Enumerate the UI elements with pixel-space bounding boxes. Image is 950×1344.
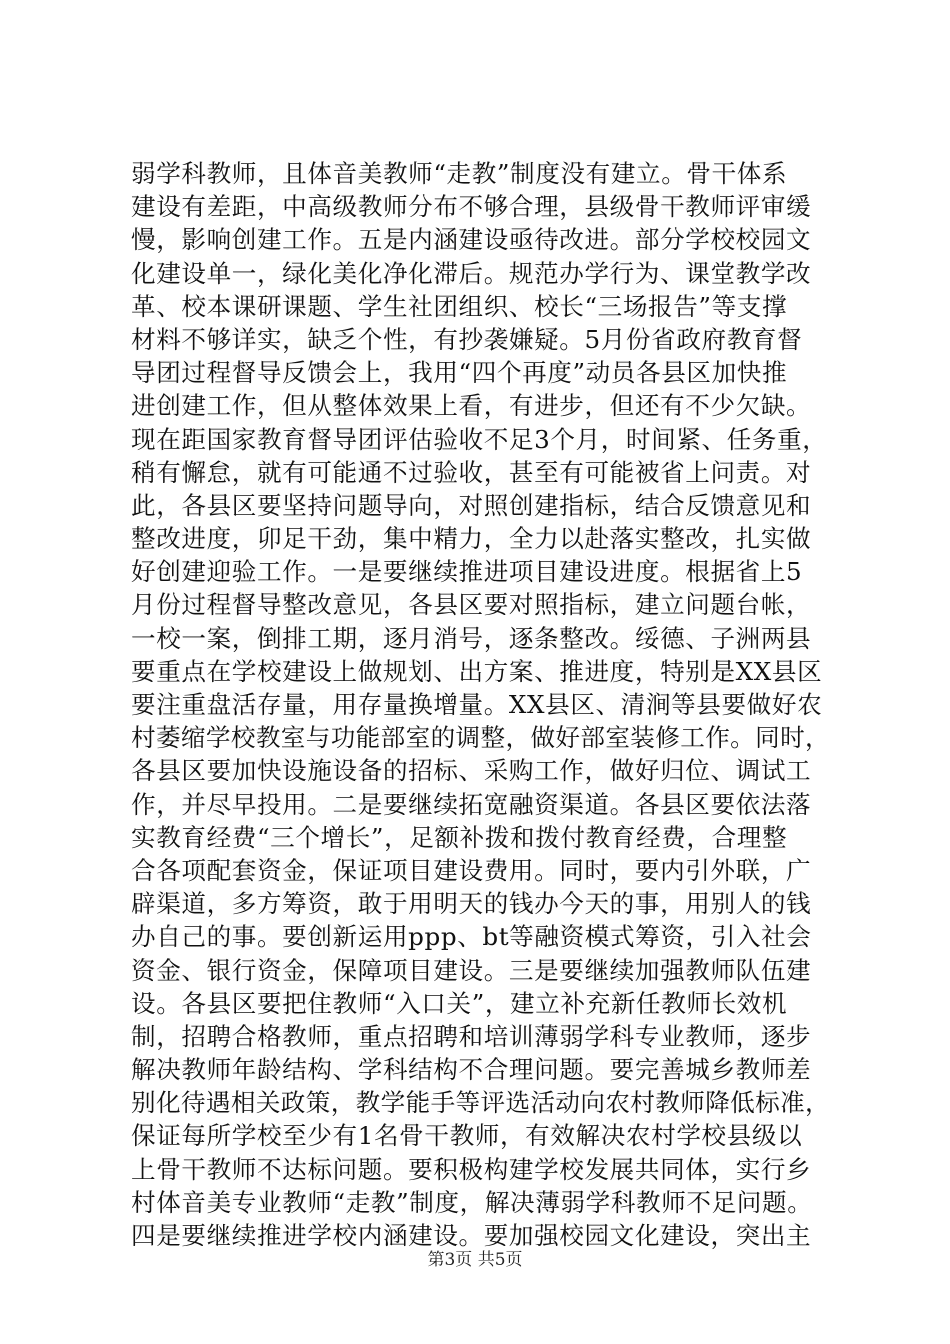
text-line: 化建设单一，绿化美化净化滞后。规范办学行为、课堂教学改: [131, 258, 812, 288]
text-line: 四是要继续推进学校内涵建设。要加强校园文化建设，突出主: [131, 1221, 812, 1250]
text-line: 要重点在学校建设上做规划、出方案、推进度，特别是XX县区: [131, 656, 823, 686]
text-line: 导团过程督导反馈会上，我用“四个再度”动员各县区加快推: [131, 358, 788, 388]
text-line: 建设有差距，中高级教师分布不够合理，县级骨干教师评审缓: [131, 192, 812, 222]
text-line: 村体音美专业教师“走教”制度，解决薄弱学科教师不足问题。: [131, 1187, 813, 1217]
text-line: 弱学科教师，且体音美教师“走教”制度没有建立。骨干体系: [131, 159, 788, 188]
text-line: 各县区要加快设施设备的招标、采购工作，做好归位、调试工: [131, 756, 812, 786]
text-line: 作，并尽早投用。二是要继续拓宽融资渠道。各县区要依法落: [131, 789, 812, 819]
text-line: 月份过程督导整改意见，各县区要对照指标，建立问题台帐，: [131, 590, 812, 620]
text-line: 保证每所学校至少有1名骨干教师，有效解决农村学校县级以: [131, 1121, 803, 1151]
text-line: 革、校本课研课题、学生社团组织、校长“三场报告”等支撑: [131, 291, 788, 321]
text-line: 村萎缩学校教室与功能部室的调整，做好部室装修工作。同时，: [131, 723, 831, 753]
text-line: 上骨干教师不达标问题。要积极构建学校发展共同体，实行乡: [131, 1154, 812, 1184]
text-line: 稍有懈怠，就有可能通不过验收，甚至有可能被省上问责。对: [131, 457, 812, 487]
page-footer: 第3页 共5页: [427, 1250, 523, 1270]
text-line: 设。各县区要把住教师“入口关”，建立补充新任教师长效机: [131, 988, 788, 1018]
text-line: 现在距国家教育督导团评估验收不足3个月，时间紧、任务重，: [131, 424, 828, 454]
text-line: 解决教师年龄结构、学科结构不合理问题。要完善城乡教师差: [131, 1055, 812, 1085]
text-line: 好创建迎验工作。一是要继续推进项目建设进度。根据省上5: [131, 557, 803, 587]
text-line: 整改进度，卯足干劲，集中精力，全力以赴落实整改，扎实做: [131, 524, 812, 554]
text-line: 此，各县区要坚持问题导向，对照创建指标，结合反馈意见和: [131, 490, 812, 520]
text-line: 一校一案，倒排工期，逐月消号，逐条整改。绥德、子洲两县: [131, 623, 812, 653]
text-line: 别化待遇相关政策，教学能手等评选活动向农村教师降低标准，: [131, 1088, 831, 1118]
text-line: 辟渠道，多方筹资，敢于用明天的钱办今天的事，用别人的钱: [131, 889, 812, 919]
text-line: 合各项配套资金，保证项目建设费用。同时，要内引外联，广: [131, 855, 812, 885]
text-line: 材料不够详实，缺乏个性，有抄袭嫌疑。5月份省政府教育督: [131, 324, 803, 354]
text-line: 进创建工作，但从整体效果上看，有进步，但还有不少欠缺。: [131, 391, 812, 421]
text-line: 资金、银行资金，保障项目建设。三是要继续加强教师队伍建: [131, 955, 812, 985]
text-line: 办自己的事。要创新运用ppp、bt等融资模式筹资，引入社会: [131, 922, 812, 952]
text-line: 慢，影响创建工作。五是内涵建设亟待改进。部分学校校园文: [131, 225, 812, 255]
text-line: 要注重盘活存量，用存量换增量。XX县区、清涧等县要做好农: [131, 690, 823, 719]
text-line: 实教育经费“三个增长”，足额补拨和拨付教育经费，合理整: [131, 822, 788, 852]
text-line: 制，招聘合格教师，重点招聘和培训薄弱学科专业教师，逐步: [131, 1021, 812, 1051]
body-text: [131, 157, 831, 1252]
